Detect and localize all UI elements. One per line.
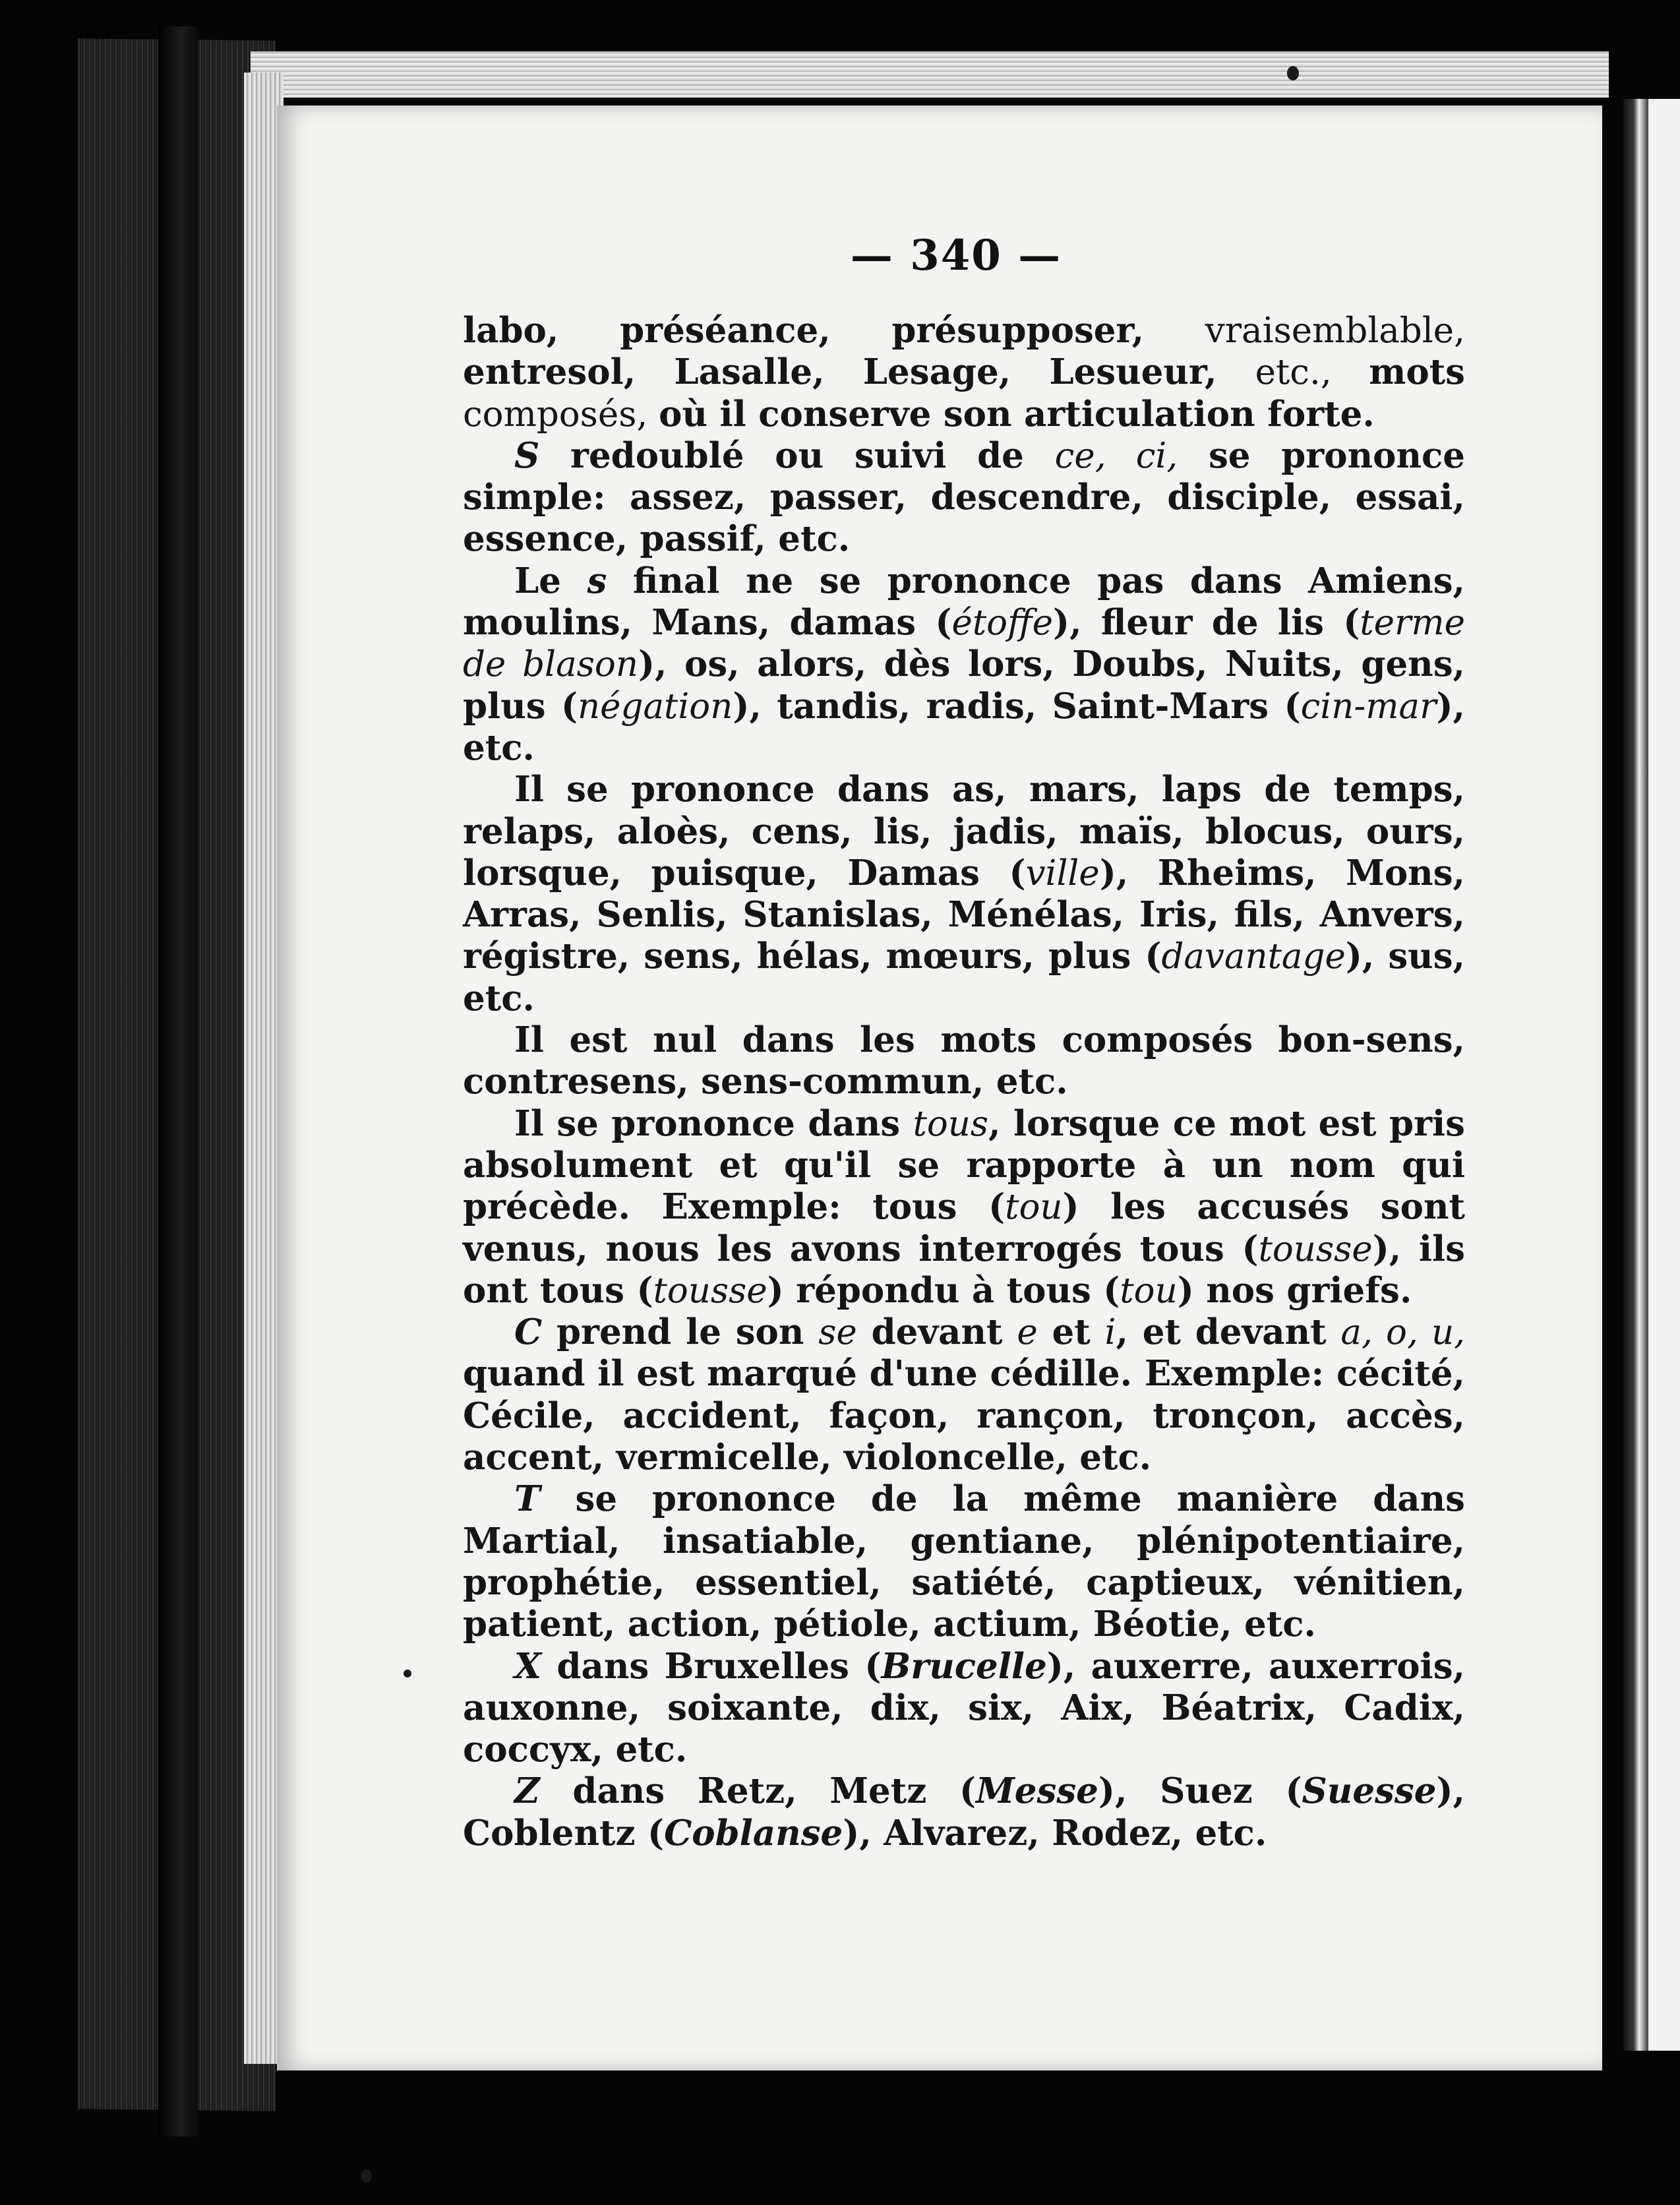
paragraph-p7 bbox=[463, 1478, 1465, 1645]
page-number: — 340 — bbox=[850, 231, 1062, 280]
paragraph-p9 bbox=[463, 1770, 1465, 1854]
text-run: X bbox=[514, 1645, 542, 1687]
body-text bbox=[463, 310, 1465, 1854]
speck bbox=[404, 1670, 411, 1677]
text-run: ), auxerre, auxerrois, auxonne, soixante, dix, six, Aix, Béatrix, Cadix, coccyx, etc. bbox=[463, 1645, 1465, 1770]
text-run: T bbox=[514, 1478, 541, 1520]
text-run: et bbox=[1037, 1312, 1105, 1353]
text-run: tousse bbox=[1258, 1228, 1373, 1269]
paragraph-p1 bbox=[463, 435, 1465, 560]
facing-page bbox=[1648, 99, 1680, 2051]
text-run: se prononce de la même manière dans Martial, insatiable, gentiane, plénipotentiaire, prophétie, essentiel, satiété, captieux, vénitien, patient, action, pétiole, actium, Béotie, etc. bbox=[463, 1478, 1465, 1645]
text-run: Il se prononce dans bbox=[514, 1102, 913, 1144]
text-run: ), Suez ( bbox=[1098, 1770, 1302, 1812]
text-run: terme de blason bbox=[463, 603, 1465, 685]
text-run: Messe bbox=[976, 1770, 1098, 1812]
text-run: i bbox=[1104, 1312, 1116, 1353]
text-run: composés, bbox=[463, 394, 659, 435]
text-run: final ne se prononce pas dans Amiens, moulins, Mans, damas ( bbox=[463, 560, 1465, 644]
text-run: ), sus, etc. bbox=[463, 936, 1465, 1019]
facing-page-gutter bbox=[1623, 99, 1650, 2051]
text-run: ) répondu à tous ( bbox=[767, 1269, 1120, 1311]
paragraph-p0 bbox=[463, 310, 1465, 435]
text-run: où il conserve son articulation forte. bbox=[659, 393, 1375, 435]
text-run: Le bbox=[514, 560, 587, 601]
text-run: Brucelle bbox=[881, 1645, 1047, 1687]
text-run: ) nos griefs. bbox=[1177, 1269, 1412, 1311]
page-top-edge bbox=[251, 51, 1609, 98]
text-run: S bbox=[514, 435, 540, 476]
text-run: , et devant bbox=[1116, 1312, 1341, 1353]
paragraph-p6 bbox=[463, 1312, 1465, 1478]
text-run: ville bbox=[1025, 853, 1100, 893]
paragraph-p2 bbox=[463, 560, 1465, 769]
text-run: tou bbox=[1120, 1270, 1178, 1311]
paragraph-p5 bbox=[463, 1103, 1465, 1312]
text-run: cin-mar bbox=[1300, 686, 1437, 727]
text-run: ), os, alors, dès lors, Doubs, Nuits, gens, plus ( bbox=[463, 644, 1465, 727]
text-run: Z bbox=[514, 1770, 540, 1812]
text-run: se bbox=[818, 1312, 857, 1353]
text-run: etc., bbox=[1255, 352, 1369, 393]
text-run: ), Rheims, Mons, Arras, Senlis, Stanislas, Ménélas, Iris, fils, Anvers, régistre, sens, hélas, mœurs, plus ( bbox=[463, 852, 1465, 977]
text-run: ) les accusés sont venus, nous les avons interrogés tous ( bbox=[463, 1186, 1465, 1269]
text-run: ), tandis, radis, Saint-Mars ( bbox=[733, 685, 1301, 727]
text-run: Il se prononce dans as, mars, laps de temps, relaps, aloès, cens, lis, jadis, maïs, blocus, ours, lorsque, puisque, Damas ( bbox=[463, 769, 1465, 893]
text-run: ), Alvarez, Rodez, etc. bbox=[843, 1812, 1267, 1854]
text-run: Coblanse bbox=[664, 1812, 843, 1854]
speck bbox=[1287, 66, 1299, 80]
paragraph-p3 bbox=[463, 769, 1465, 1019]
text-run: labo, préséance, présupposer, bbox=[463, 310, 1205, 351]
text-run: ce, ci, bbox=[1054, 435, 1178, 476]
speck bbox=[361, 2169, 372, 2183]
text-run: tou bbox=[1005, 1187, 1063, 1228]
text-run: ), Coblentz ( bbox=[463, 1770, 1465, 1854]
text-run: redoublé ou suivi de bbox=[539, 435, 1055, 476]
text-run: davantage bbox=[1161, 936, 1346, 977]
text-run: tousse bbox=[653, 1270, 767, 1311]
text-run: Il est nul dans les mots composés bon-sens, contresens, sens-commun, etc. bbox=[463, 1019, 1465, 1102]
text-run: entresol, Lasalle, Lesage, Lesueur, bbox=[463, 351, 1255, 393]
text-run: négation bbox=[578, 686, 733, 727]
text-run: quand il est marqué d'une cédille. Exemple: cécité, Cécile, accident, façon, rançon, tronçon, accès, accent, vermicelle, violoncelle, etc. bbox=[463, 1353, 1465, 1478]
text-run: devant bbox=[856, 1312, 1017, 1353]
text-run: étoffe bbox=[951, 603, 1053, 644]
paragraph-p4 bbox=[463, 1019, 1465, 1103]
text-run: mots bbox=[1369, 351, 1466, 393]
text-run: ), ils ont tous ( bbox=[463, 1228, 1465, 1311]
paragraph-p8 bbox=[463, 1646, 1465, 1771]
book-spine-shadow bbox=[158, 26, 198, 2136]
text-run: prend le son bbox=[542, 1312, 819, 1353]
text-run: tous bbox=[913, 1103, 989, 1144]
text-run: e bbox=[1017, 1312, 1038, 1353]
text-run: vraisemblable, bbox=[1205, 311, 1465, 351]
text-run: C bbox=[514, 1312, 543, 1353]
text-run: a, o, u, bbox=[1340, 1312, 1465, 1353]
text-run: s bbox=[587, 560, 607, 601]
text-run: dans Bruxelles ( bbox=[541, 1645, 882, 1687]
text-run: ), etc. bbox=[463, 685, 1466, 768]
text-run: ), fleur de lis ( bbox=[1053, 602, 1360, 644]
text-run: , lorsque ce mot est pris absolument et qu'il se rapporte à un nom qui précède. Exemple: tous ( bbox=[463, 1102, 1465, 1228]
text-run: dans Retz, Metz ( bbox=[539, 1770, 976, 1812]
text-run: Suesse bbox=[1302, 1770, 1437, 1812]
text-run: se prononce simple: assez, passer, descendre, disciple, essai, essence, passif, etc. bbox=[463, 435, 1465, 560]
